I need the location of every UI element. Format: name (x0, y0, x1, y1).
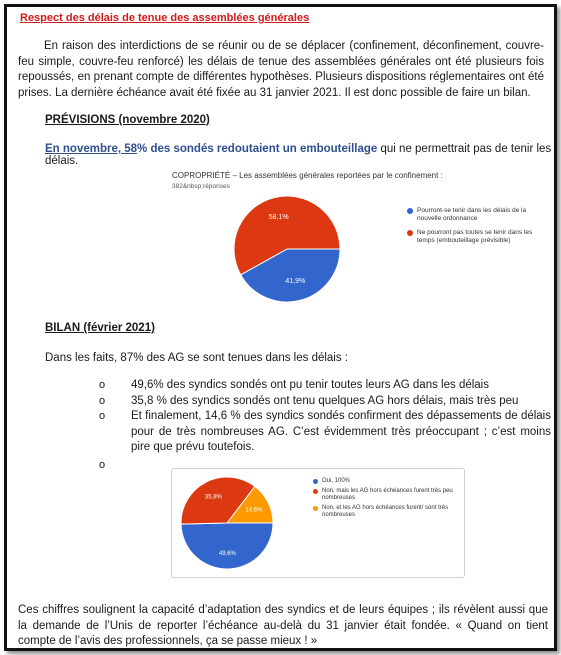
bullet-mark: o (99, 394, 106, 407)
chart2-legend-item (313, 505, 459, 519)
chart2-legend-item (313, 478, 350, 485)
chart2-legend-label: Oui, 100% (322, 478, 351, 484)
highlight-bold: % des sondés redoutaient un embouteillage (137, 143, 378, 155)
legend-swatch (407, 230, 413, 236)
list-item (99, 409, 551, 456)
chart1-legend-item (407, 207, 547, 223)
highlight-underlined: En novembre, 58 (45, 143, 138, 155)
chart2-legend-label: Non, mais les AG hors échéances furent très peu nombreuses (322, 488, 453, 501)
bullet-mark: o (99, 458, 106, 471)
slice-label: 58,1% (268, 214, 289, 222)
legend-swatch (313, 489, 318, 494)
bullet-mark: o (99, 410, 106, 422)
legend-swatch (313, 479, 318, 484)
chart2-pie (177, 473, 277, 573)
list-item (99, 378, 551, 394)
chart1-subtitle: 382&nbsp;réponses (172, 183, 230, 190)
bullet-text: 35,8 % des syndics sondés ont tenu quelques AG hors délais, mais très peu (131, 394, 519, 407)
bullet-text: Et finalement, 14,6 % des syndics sondés confirment des dépassements de délais pour de très nombreuses AG. C’est évidemment très préoccupant ; c’est moins pire que prévu toutefois. (131, 410, 551, 453)
chart1-title: COPROPRIÉTÉ – Les assemblées générales reportées par le confinement : (172, 171, 443, 180)
slice-label: 35,8% (204, 494, 222, 501)
previsions-heading: PRÉVISIONS (novembre 2020) (45, 114, 210, 126)
document-page (4, 4, 557, 651)
slice-label: 49,6% (218, 550, 236, 557)
chart1-legend-label: Ne pourront pas toutes se tenir dans les temps (embouteillage prévisible) (417, 229, 533, 244)
intro-paragraph: En raison des interdictions de se réunir ou de se déplacer (confinement, déconfinement, couvre-feu simple, couvre-feu renforcé) les délais de tenue des assemblées générales ont été plusieurs fois repoussés, en prenant compte de différentes hypothèses. Plusieurs dispositions réglementaires ont été prises. La dernière échéance avait été fixée au 31 janvier 2021. Il est donc possible de faire un bilan. (18, 40, 544, 99)
chart2-legend-item (313, 488, 459, 502)
document-title: Respect des délais de tenue des assemblées générales (20, 12, 310, 24)
pie-slice (181, 523, 273, 569)
conclusion-paragraph: Ces chiffres soulignent la capacité d’adaptation des syndics et de leurs équipes ; ils révèlent aussi que la demande de l’Unis de reporter l’échéance au-delà du 31 janvier était fondée. « Quand on tient compte de l’avis des professionnels, ça se passe mieux ! » (18, 604, 548, 647)
bilan-heading: BILAN (février 2021) (45, 322, 155, 334)
chart1-legend-item (407, 229, 547, 245)
slice-label: 14,6% (245, 507, 263, 514)
legend-swatch (313, 506, 318, 511)
bullet-text: 49,6% des syndics sondés ont pu tenir toutes leurs AG dans les délais (131, 379, 489, 391)
chart1-pie (232, 189, 342, 307)
chart1-legend-label: Pourront-se tenir dans les délais de la nouvelle ordonnance (417, 207, 527, 222)
bilan-lead: Dans les faits, 87% des AG se sont tenues dans les délais : (45, 352, 349, 364)
list-item (99, 394, 551, 410)
slice-label: 41,9% (285, 277, 306, 285)
chart2-legend-label: Non, et les AG hors échéances furent/ sont très nombreuses (322, 505, 449, 518)
bilan-bullets (99, 378, 551, 473)
previsions-highlight (45, 143, 554, 167)
legend-swatch (407, 208, 413, 214)
highlight-rest: qui ne permettrait pas de tenir les délais. (45, 143, 552, 167)
bullet-mark: o (99, 379, 106, 391)
